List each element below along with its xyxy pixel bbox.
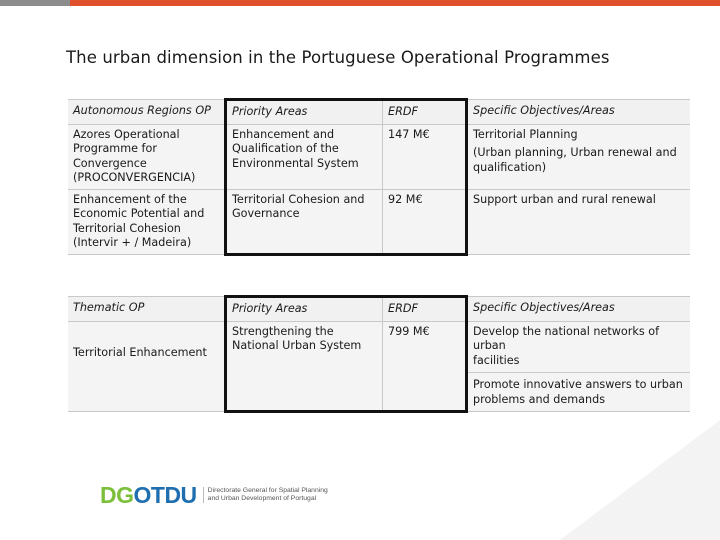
cell-erdf: 147 M€: [383, 124, 467, 189]
header-specific-objectives: Specific Objectives/Areas: [467, 297, 691, 322]
cell-text: (PROCONVERGENCIA): [73, 171, 196, 184]
cell-text: Convergence: [73, 156, 147, 170]
header-priority-areas: Priority Areas: [226, 297, 383, 322]
logo-caption: [203, 487, 328, 503]
cell-text: Environmental System: [232, 156, 359, 170]
cell-text: Territorial Cohesion: [73, 221, 181, 235]
cell-text: Territorial Planning: [473, 127, 578, 141]
thematic-op-table: [68, 295, 690, 413]
logo-caption-line: and Urban Development of Portugal: [207, 495, 317, 502]
table-header-row: [68, 297, 690, 322]
top-bar-red-segment: [70, 0, 720, 6]
cell-text: problems and demands: [473, 392, 606, 406]
page-title: The urban dimension in the Portuguese Operational Programmes: [66, 48, 610, 67]
table-row: [68, 124, 690, 189]
cell-op: [68, 124, 226, 189]
cell-text: Azores Operational: [73, 127, 180, 141]
cell-objectives: [467, 321, 691, 412]
header-op: Thematic OP: [68, 297, 226, 322]
logo-mark-part2: OTDU: [133, 482, 197, 508]
regional-op-table: [68, 98, 690, 256]
cell-text: (Urban planning, Urban renewal and: [473, 146, 677, 159]
cell-text: qualification): [473, 160, 547, 174]
cell-text: Qualification of the: [232, 142, 339, 155]
table-header-row: [68, 100, 690, 125]
logo-mark: [100, 483, 197, 507]
cell-erdf: 92 M€: [383, 189, 467, 254]
cell-text: Economic Potential and: [73, 207, 205, 220]
top-accent-bar: [0, 0, 720, 6]
cell-text: Enhancement and: [232, 127, 335, 141]
logo-mark-part1: DG: [100, 482, 134, 508]
objective-item: [468, 322, 690, 374]
cell-text: Support urban and rural renewal: [473, 192, 656, 206]
cell-text: Develop the national networks of urban: [473, 324, 660, 352]
cell-text: (Intervir + / Madeira): [73, 236, 192, 249]
table-row: [68, 321, 690, 412]
header-erdf: ERDF: [383, 297, 467, 322]
objective-item: [468, 373, 690, 411]
header-erdf: ERDF: [383, 100, 467, 125]
cell-text: facilities: [473, 353, 520, 367]
cell-text: Territorial Cohesion and: [232, 192, 365, 206]
cell-erdf: 799 M€: [383, 321, 467, 412]
cell-priority: [226, 189, 383, 254]
cell-op: [68, 189, 226, 254]
cell-priority: [226, 321, 383, 412]
cell-text: Strengthening the: [232, 324, 334, 338]
cell-text: Governance: [232, 207, 300, 220]
dgotdu-logo: [100, 483, 328, 507]
header-specific-objectives: Specific Objectives/Areas: [467, 100, 691, 125]
cell-text: Enhancement of the: [73, 192, 187, 206]
cell-text: Promote innovative answers to urban: [473, 378, 683, 391]
cell-text: Programme for: [73, 142, 157, 155]
header-priority-areas: Priority Areas: [226, 100, 383, 125]
logo-caption-line: Directorate General for Spatial Planning: [207, 487, 328, 494]
cell-priority: [226, 124, 383, 189]
table-row: [68, 189, 690, 254]
top-bar-gray-segment: [0, 0, 70, 6]
cell-op: Territorial Enhancement: [68, 321, 226, 412]
header-op: Autonomous Regions OP: [68, 100, 226, 125]
cell-objectives: [467, 124, 691, 189]
cell-objectives: [467, 189, 691, 254]
cell-text: National Urban System: [232, 339, 362, 352]
